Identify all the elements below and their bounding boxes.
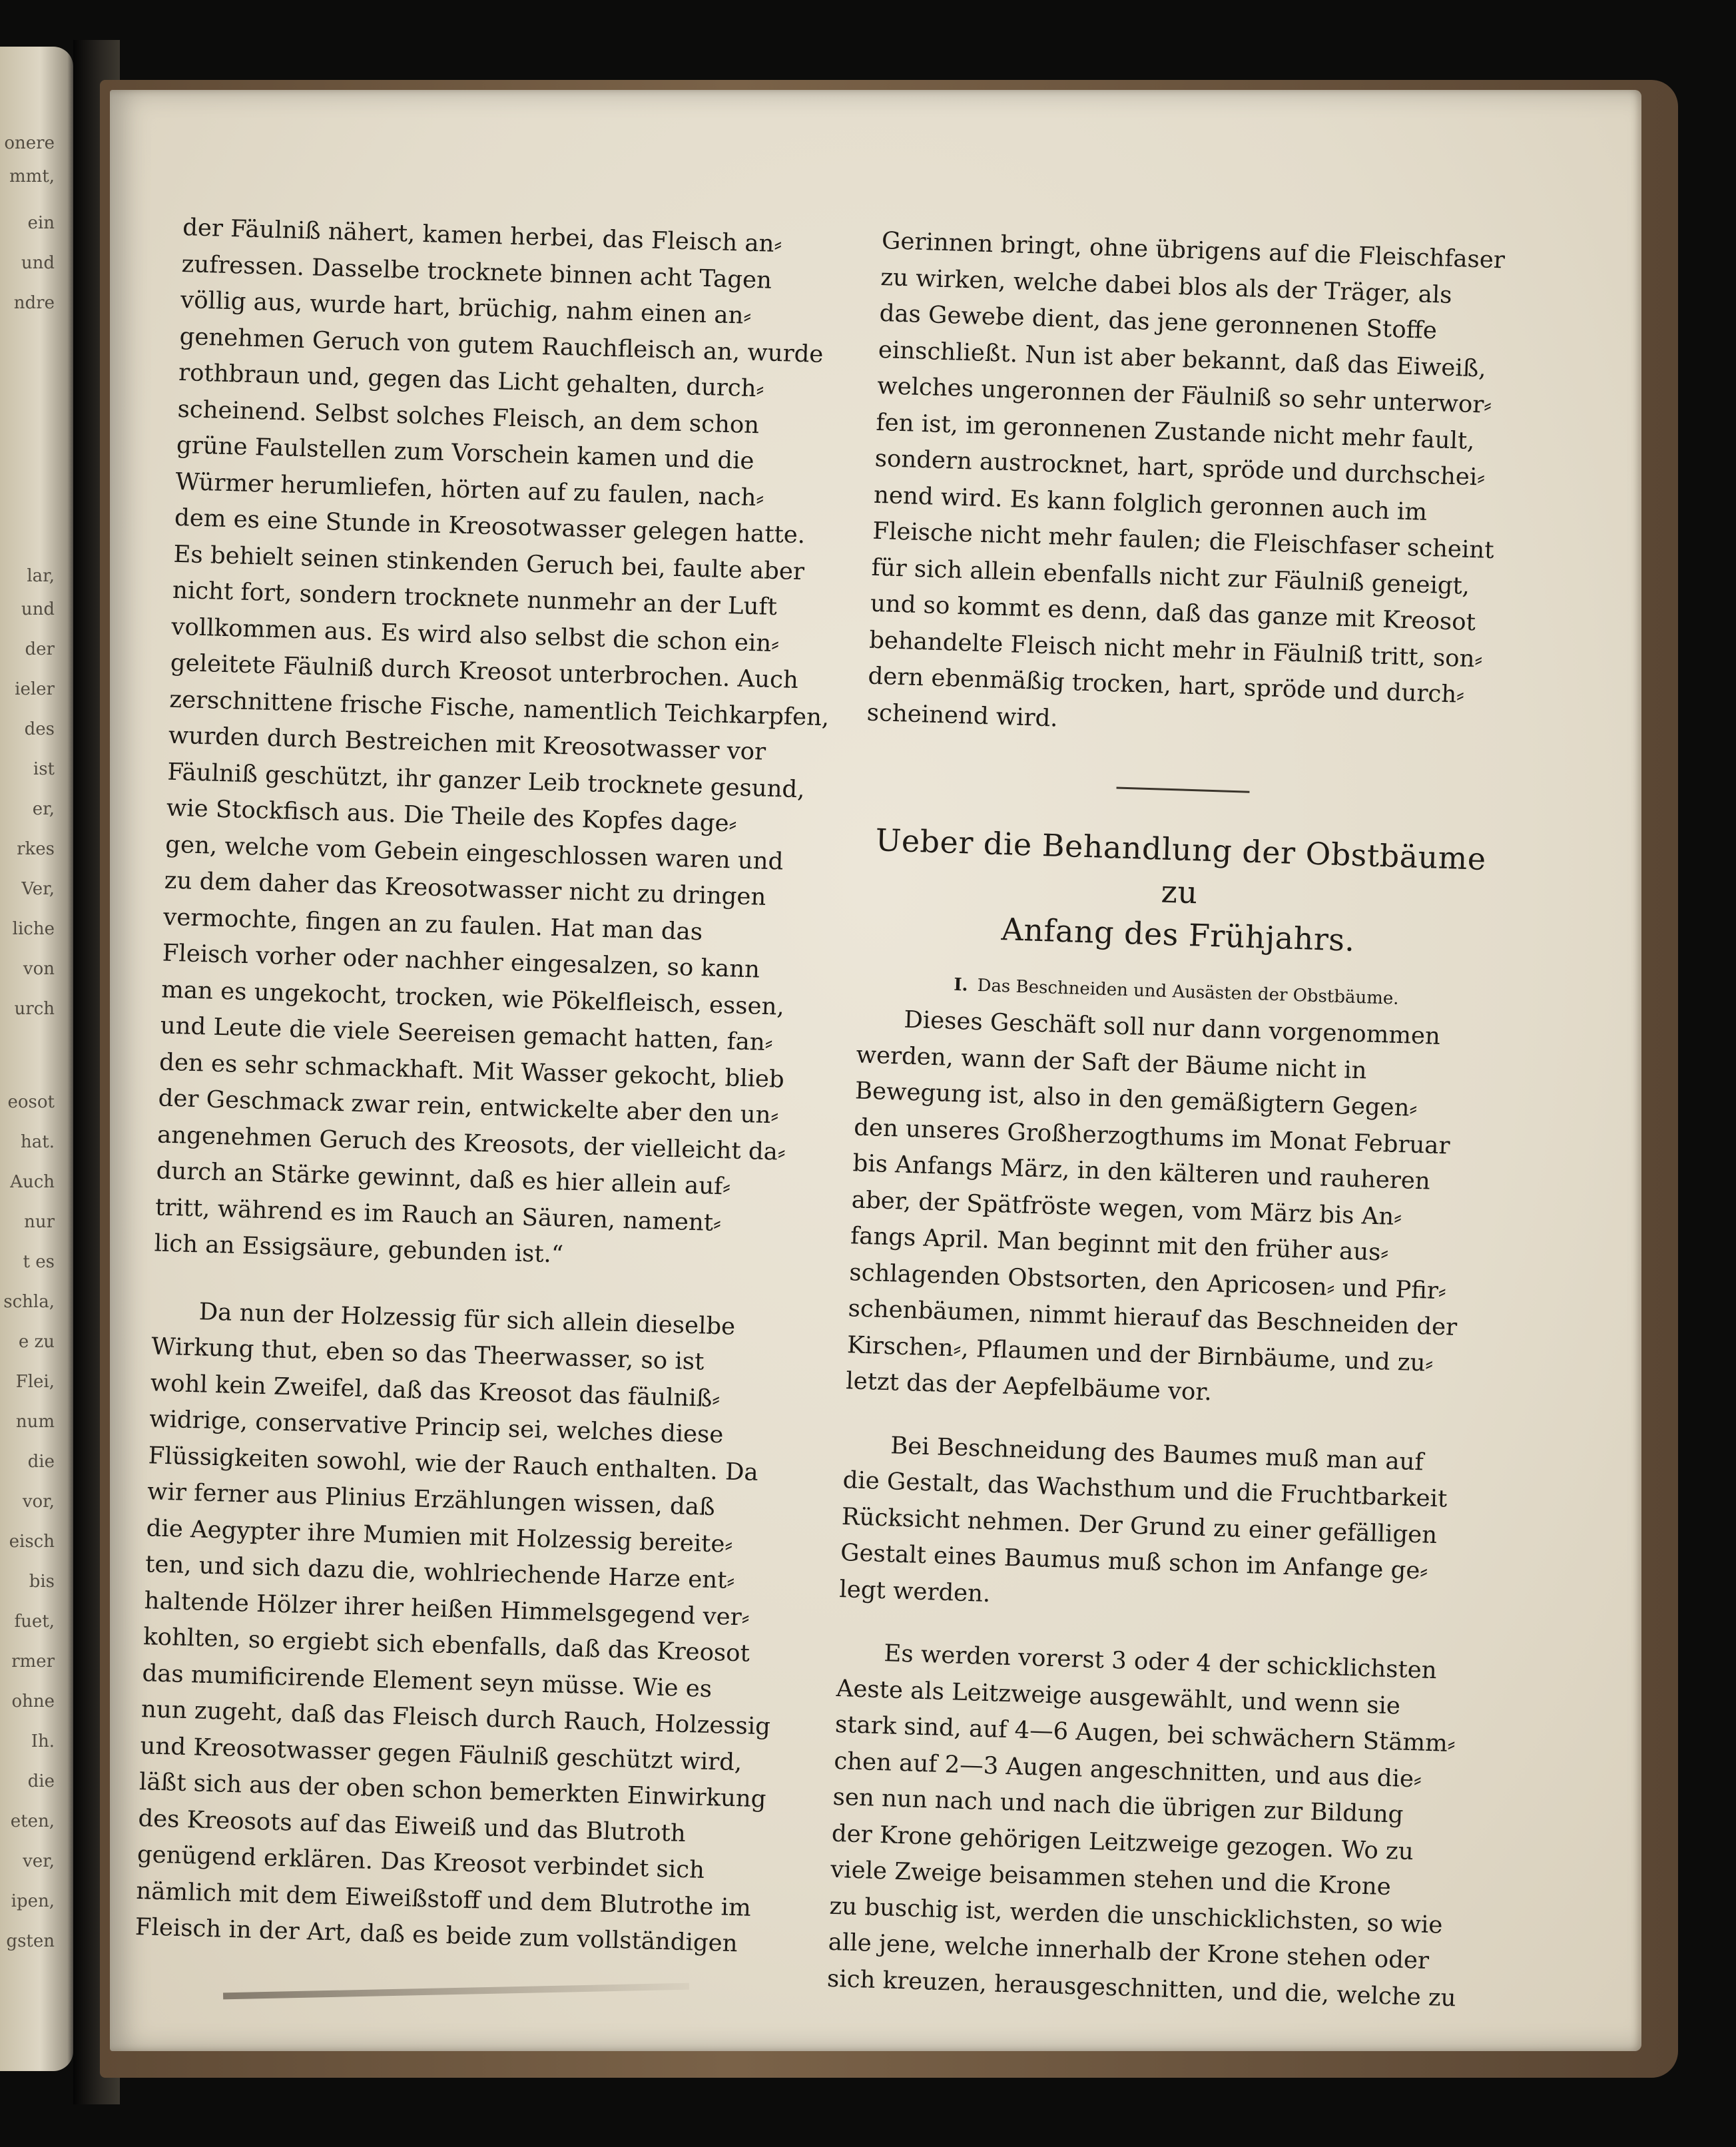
text-line: behandelte Fleisch nicht mehr in Fäulniß tritt, son⸗ — [868, 626, 1483, 673]
margin-fragment: ein — [27, 213, 55, 233]
text-line: und so kommt es denn, daß das ganze mit Kreosot — [870, 589, 1476, 637]
margin-fragment: rkes — [17, 839, 55, 859]
text-line: ten, und sich dazu die, wohlriechende Harze ent⸗ — [145, 1550, 735, 1594]
margin-fragment: Ver, — [21, 879, 55, 899]
text-line: gen, welche vom Gebein eingeschlossen waren und — [164, 830, 784, 876]
book-page — [110, 90, 1641, 2051]
margin-fragment: die — [27, 1452, 55, 1472]
text-line: nicht fort, sondern trocknete nunmehr an der Luft — [172, 576, 778, 621]
text-line: zerschnittene frische Fische, namentlich Teichkarpfen, — [168, 685, 830, 731]
margin-fragment: e zu — [18, 1332, 55, 1352]
margin-fragment: Ih. — [31, 1731, 55, 1751]
text-line: Gerinnen bringt, ohne übrigens auf die Fleischfaser — [881, 226, 1506, 274]
text-line: geleitete Fäulniß durch Kreosot unterbrochen. Auch — [170, 649, 799, 695]
margin-fragment: und — [21, 599, 55, 619]
text-line: rothbraun und, gegen das Licht gehalten, durch⸗ — [178, 358, 764, 403]
margin-fragment: ver, — [23, 1851, 55, 1871]
margin-fragment: Flei, — [15, 1372, 55, 1392]
text-line: vollkommen aus. Es wird also selbst die schon ein⸗ — [170, 613, 780, 657]
margin-fragment: die — [27, 1771, 55, 1791]
text-line: völlig aus, wurde hart, brüchig, nahm einen an⸗ — [180, 286, 752, 330]
text-line: fen ist, im geronnenen Zustande nicht mehr fault, — [875, 408, 1476, 455]
section-heading-line2: Anfang des Frühjahrs. — [1000, 911, 1356, 958]
text-line: Bewegung ist, also in den gemäßigtern Gegen⸗ — [854, 1077, 1418, 1122]
text-line: wurden durch Bestreichen mit Kreosotwasser vor — [168, 721, 766, 766]
text-line: sen nun nach und nach die übrigen zur Bildung — [832, 1783, 1404, 1829]
left-paragraph-2 — [135, 1293, 788, 1963]
margin-fragment: von — [23, 959, 55, 979]
text-line: der Fäulniß nähert, kamen herbei, das Fleisch an⸗ — [182, 213, 782, 258]
text-line: die Gestalt, das Wachsthum und die Fruchtbarkeit — [842, 1466, 1448, 1513]
text-line: angenehmen Geruch des Kreosots, der vielleicht da⸗ — [156, 1120, 786, 1166]
left-paragraph-1 — [154, 210, 830, 1280]
text-line: zu buschig ist, werden die unschicklichsten, so wie — [828, 1892, 1444, 1939]
margin-fragment: ieler — [15, 679, 55, 699]
text-line: Es werden vorerst 3 oder 4 der schicklichsten — [883, 1640, 1438, 1685]
text-line: werden, wann der Saft der Bäume nicht in — [856, 1040, 1368, 1084]
margin-fragment: ist — [33, 759, 55, 779]
right-paragraph-continued — [866, 223, 1518, 751]
text-line: wie Stockfisch aus. Die Theile des Kopfes dage⸗ — [166, 794, 737, 838]
text-line: Bei Beschneidung des Baumes muß man auf — [890, 1431, 1424, 1476]
text-line: kohlten, so ergiebt sich ebenfalls, daß das Kreosot — [143, 1623, 750, 1668]
text-line: und Kreosotwasser gegen Fäulniß geschützt wird, — [140, 1731, 742, 1776]
right-text-column — [826, 223, 1518, 2017]
text-line: der Krone gehörigen Leitzweige gezogen. Wo zu — [831, 1819, 1414, 1865]
text-line: schenbäumen, nimmt hierauf das Beschneiden der — [848, 1295, 1458, 1341]
text-line: Dieses Geschäft soll nur dann vorgenommen — [903, 1006, 1441, 1050]
text-line: Gestalt eines Baumus muß schon im Anfange ge⸗ — [840, 1539, 1428, 1585]
margin-fragment: schla, — [3, 1292, 55, 1312]
margin-fragment: gsten — [6, 1931, 55, 1951]
text-line: schlagenden Obstsorten, den Apricosen⸗ und Pfir⸗ — [848, 1258, 1447, 1305]
text-line: lich an Essigsäure, gebunden ist.“ — [154, 1229, 564, 1269]
text-line: Kirschen⸗, Pflaumen und der Birnbäume, und zu⸗ — [846, 1331, 1434, 1377]
subsection-title: Das Beschneiden und Ausästen der Obstbäume. — [977, 976, 1399, 1009]
margin-fragment: er, — [32, 799, 55, 819]
text-line: zu wirken, welche dabei blos als der Träger, als — [880, 263, 1453, 309]
text-line: Wirkung thut, eben so das Theerwasser, so ist — [150, 1333, 705, 1376]
text-line: den es sehr schmackhaft. Mit Wasser gekocht, blieb — [158, 1048, 785, 1093]
margin-fragment: ohne — [11, 1691, 55, 1711]
text-line: scheinend wird. — [866, 699, 1059, 733]
margin-fragment: und — [21, 253, 55, 273]
margin-fragment: eten, — [10, 1811, 55, 1831]
margin-fragment: fuet, — [14, 1612, 55, 1632]
margin-fragment: Auch — [10, 1172, 55, 1192]
text-line: grüne Faulstellen zum Vorschein kamen und die — [176, 431, 755, 475]
margin-fragment: liche — [12, 919, 55, 939]
right-paragraph-2 — [839, 1426, 1480, 1628]
text-line: viele Zweige beisammen stehen und die Krone — [830, 1855, 1392, 1901]
text-line: wir ferner aus Plinius Erzählungen wissen, daß — [146, 1478, 716, 1522]
text-line: haltende Hölzer ihrer heißen Himmelsgegend ver⸗ — [144, 1586, 750, 1632]
text-line: bis Anfangs März, in den kälteren und rauheren — [852, 1149, 1431, 1195]
text-line: Rücksicht nehmen. Der Grund zu einer gefälligen — [841, 1502, 1438, 1549]
text-line: Aeste als Leitzweige ausgewählt, und wenn sie — [836, 1674, 1401, 1720]
margin-fragment: rmer — [11, 1652, 55, 1672]
text-line: Fleisch vorher oder nachher eingesalzen, so kann — [162, 939, 760, 984]
margin-fragment: ipen, — [11, 1891, 55, 1911]
text-line: genügend erklären. Das Kreosot verbindet sich — [137, 1841, 705, 1884]
margin-fragment: t es — [23, 1252, 55, 1272]
text-line: der Geschmack zwar rein, entwickelte aber den un⸗ — [158, 1084, 779, 1129]
text-line: Fäulniß geschützt, ihr ganzer Leib trocknete gesund, — [166, 758, 806, 803]
text-line: einschließt. Nun ist aber bekannt, daß das Eiweiß, — [878, 336, 1487, 383]
margin-fragment: der — [25, 639, 55, 659]
text-line: sich kreuzen, herausgeschnitten, und die, welche zu — [826, 1965, 1457, 2012]
margin-fragment: vor, — [22, 1492, 55, 1512]
margin-fragment: mmt, — [9, 166, 55, 186]
text-line: stark sind, auf 4—6 Augen, bei schwächern Stämm⸗ — [834, 1710, 1456, 1758]
ink-smudge — [223, 1983, 689, 2000]
margin-fragment: eisch — [9, 1532, 55, 1552]
text-line: tritt, während es im Rauch an Säuren, nament⸗ — [154, 1193, 722, 1237]
text-line: zu dem daher das Kreosotwasser nicht zu dringen — [164, 866, 766, 911]
margin-fragment: des — [24, 719, 55, 739]
text-line: fangs April. Man beginnt mit den früher aus⸗ — [850, 1222, 1389, 1267]
text-line: durch an Stärke gewinnt, daß es hier allein auf⸗ — [156, 1157, 731, 1201]
margin-fragment: urch — [14, 999, 55, 1019]
text-line: und Leute die viele Seereisen gemacht hatten, fan⸗ — [160, 1012, 774, 1057]
text-line: Würmer herumliefen, hörten auf zu faulen, nach⸗ — [175, 467, 764, 512]
text-line: wohl kein Zweifel, daß das Kreosot das fäulniß⸗ — [150, 1369, 721, 1412]
text-line: genehmen Geruch von gutem Rauchfleisch an, wurde — [179, 322, 824, 368]
margin-fragment: num — [15, 1412, 55, 1432]
margin-fragment: onere — [4, 133, 55, 153]
text-line: das mumificirende Element seyn müsse. Wie es — [142, 1659, 713, 1703]
text-line: chen auf 2—3 Augen angeschnitten, und aus die⸗ — [833, 1747, 1422, 1793]
text-line: aber, der Spätfröste wegen, vom März bis An⸗ — [851, 1185, 1402, 1231]
text-line: läßt sich aus der oben schon bemerkten Einwirkung — [139, 1768, 767, 1813]
text-line: widrige, conservative Princip sei, welches diese — [148, 1405, 724, 1449]
text-line: Es behielt seinen stinkenden Geruch bei, faulte aber — [172, 540, 805, 585]
subsection-number: I. — [953, 974, 969, 996]
text-line: legt werden. — [838, 1575, 991, 1608]
text-line: man es ungekocht, trocken, wie Pökelfleisch, essen, — [160, 976, 785, 1021]
text-line: des Kreosots auf das Eiweiß und das Blutroth — [137, 1804, 687, 1847]
section-divider — [1116, 786, 1249, 792]
text-line: zufressen. Dasselbe trocknete binnen acht Tagen — [181, 250, 772, 294]
text-line: welches ungeronnen der Fäulniß so sehr unterwor⸗ — [876, 372, 1492, 419]
margin-fragment: eosot — [7, 1092, 55, 1112]
text-line: sondern austrocknet, hart, spröde und durchschei⸗ — [874, 444, 1486, 491]
section-heading-line1: Ueber die Behandlung der Obstbäume zu — [874, 822, 1487, 911]
right-paragraph-3 — [826, 1634, 1474, 2017]
text-line: nun zugeht, daß das Fleisch durch Rauch, Holzessig — [141, 1695, 771, 1741]
text-line: die Aegypter ihre Mumien mit Holzessig bereite⸗ — [146, 1514, 733, 1558]
text-line: den unseres Großherzogthums im Monat Februar — [853, 1113, 1451, 1159]
right-paragraph-1 — [845, 1000, 1493, 1419]
text-line: dem es eine Stunde in Kreosotwasser gelegen hatte. — [174, 503, 806, 549]
previous-page-edge — [0, 47, 73, 2071]
text-line: vermochte, fingen an zu faulen. Hat man das — [162, 903, 703, 946]
margin-fragment: hat. — [21, 1132, 55, 1152]
text-line: das Gewebe dient, das jene geronnenen Stoffe — [879, 299, 1438, 345]
text-line: dern ebenmäßig trocken, hart, spröde und durch⸗ — [867, 662, 1465, 709]
text-line: Fleisch in der Art, daß es beide zum vollständigen — [135, 1913, 738, 1958]
margin-fragment: lar, — [27, 566, 55, 586]
text-line: alle jene, welche innerhalb der Krone stehen oder — [828, 1928, 1430, 1975]
margin-fragment: ndre — [13, 293, 55, 313]
text-line: nämlich mit dem Eiweißstoff und dem Blutrothe im — [135, 1877, 752, 1922]
margin-fragment: nur — [24, 1212, 55, 1232]
text-line: für sich allein ebenfalls nicht zur Fäulniß geneigt, — [871, 553, 1470, 600]
text-line: nend wird. Es kann folglich geronnen auch im — [873, 481, 1428, 526]
text-line: scheinend. Selbst solches Fleisch, an dem schon — [177, 395, 760, 439]
margin-fragment: bis — [29, 1572, 55, 1592]
left-text-column — [135, 210, 830, 1963]
text-line: letzt das der Aepfelbäume vor. — [845, 1367, 1213, 1406]
text-line: Flüssigkeiten sowohl, wie der Rauch enthalten. Da — [148, 1441, 759, 1486]
text-line: Da nun der Holzessig für sich allein dieselbe — [198, 1297, 736, 1341]
text-line: Fleische nicht mehr faulen; die Fleischfaser scheint — [872, 517, 1495, 565]
